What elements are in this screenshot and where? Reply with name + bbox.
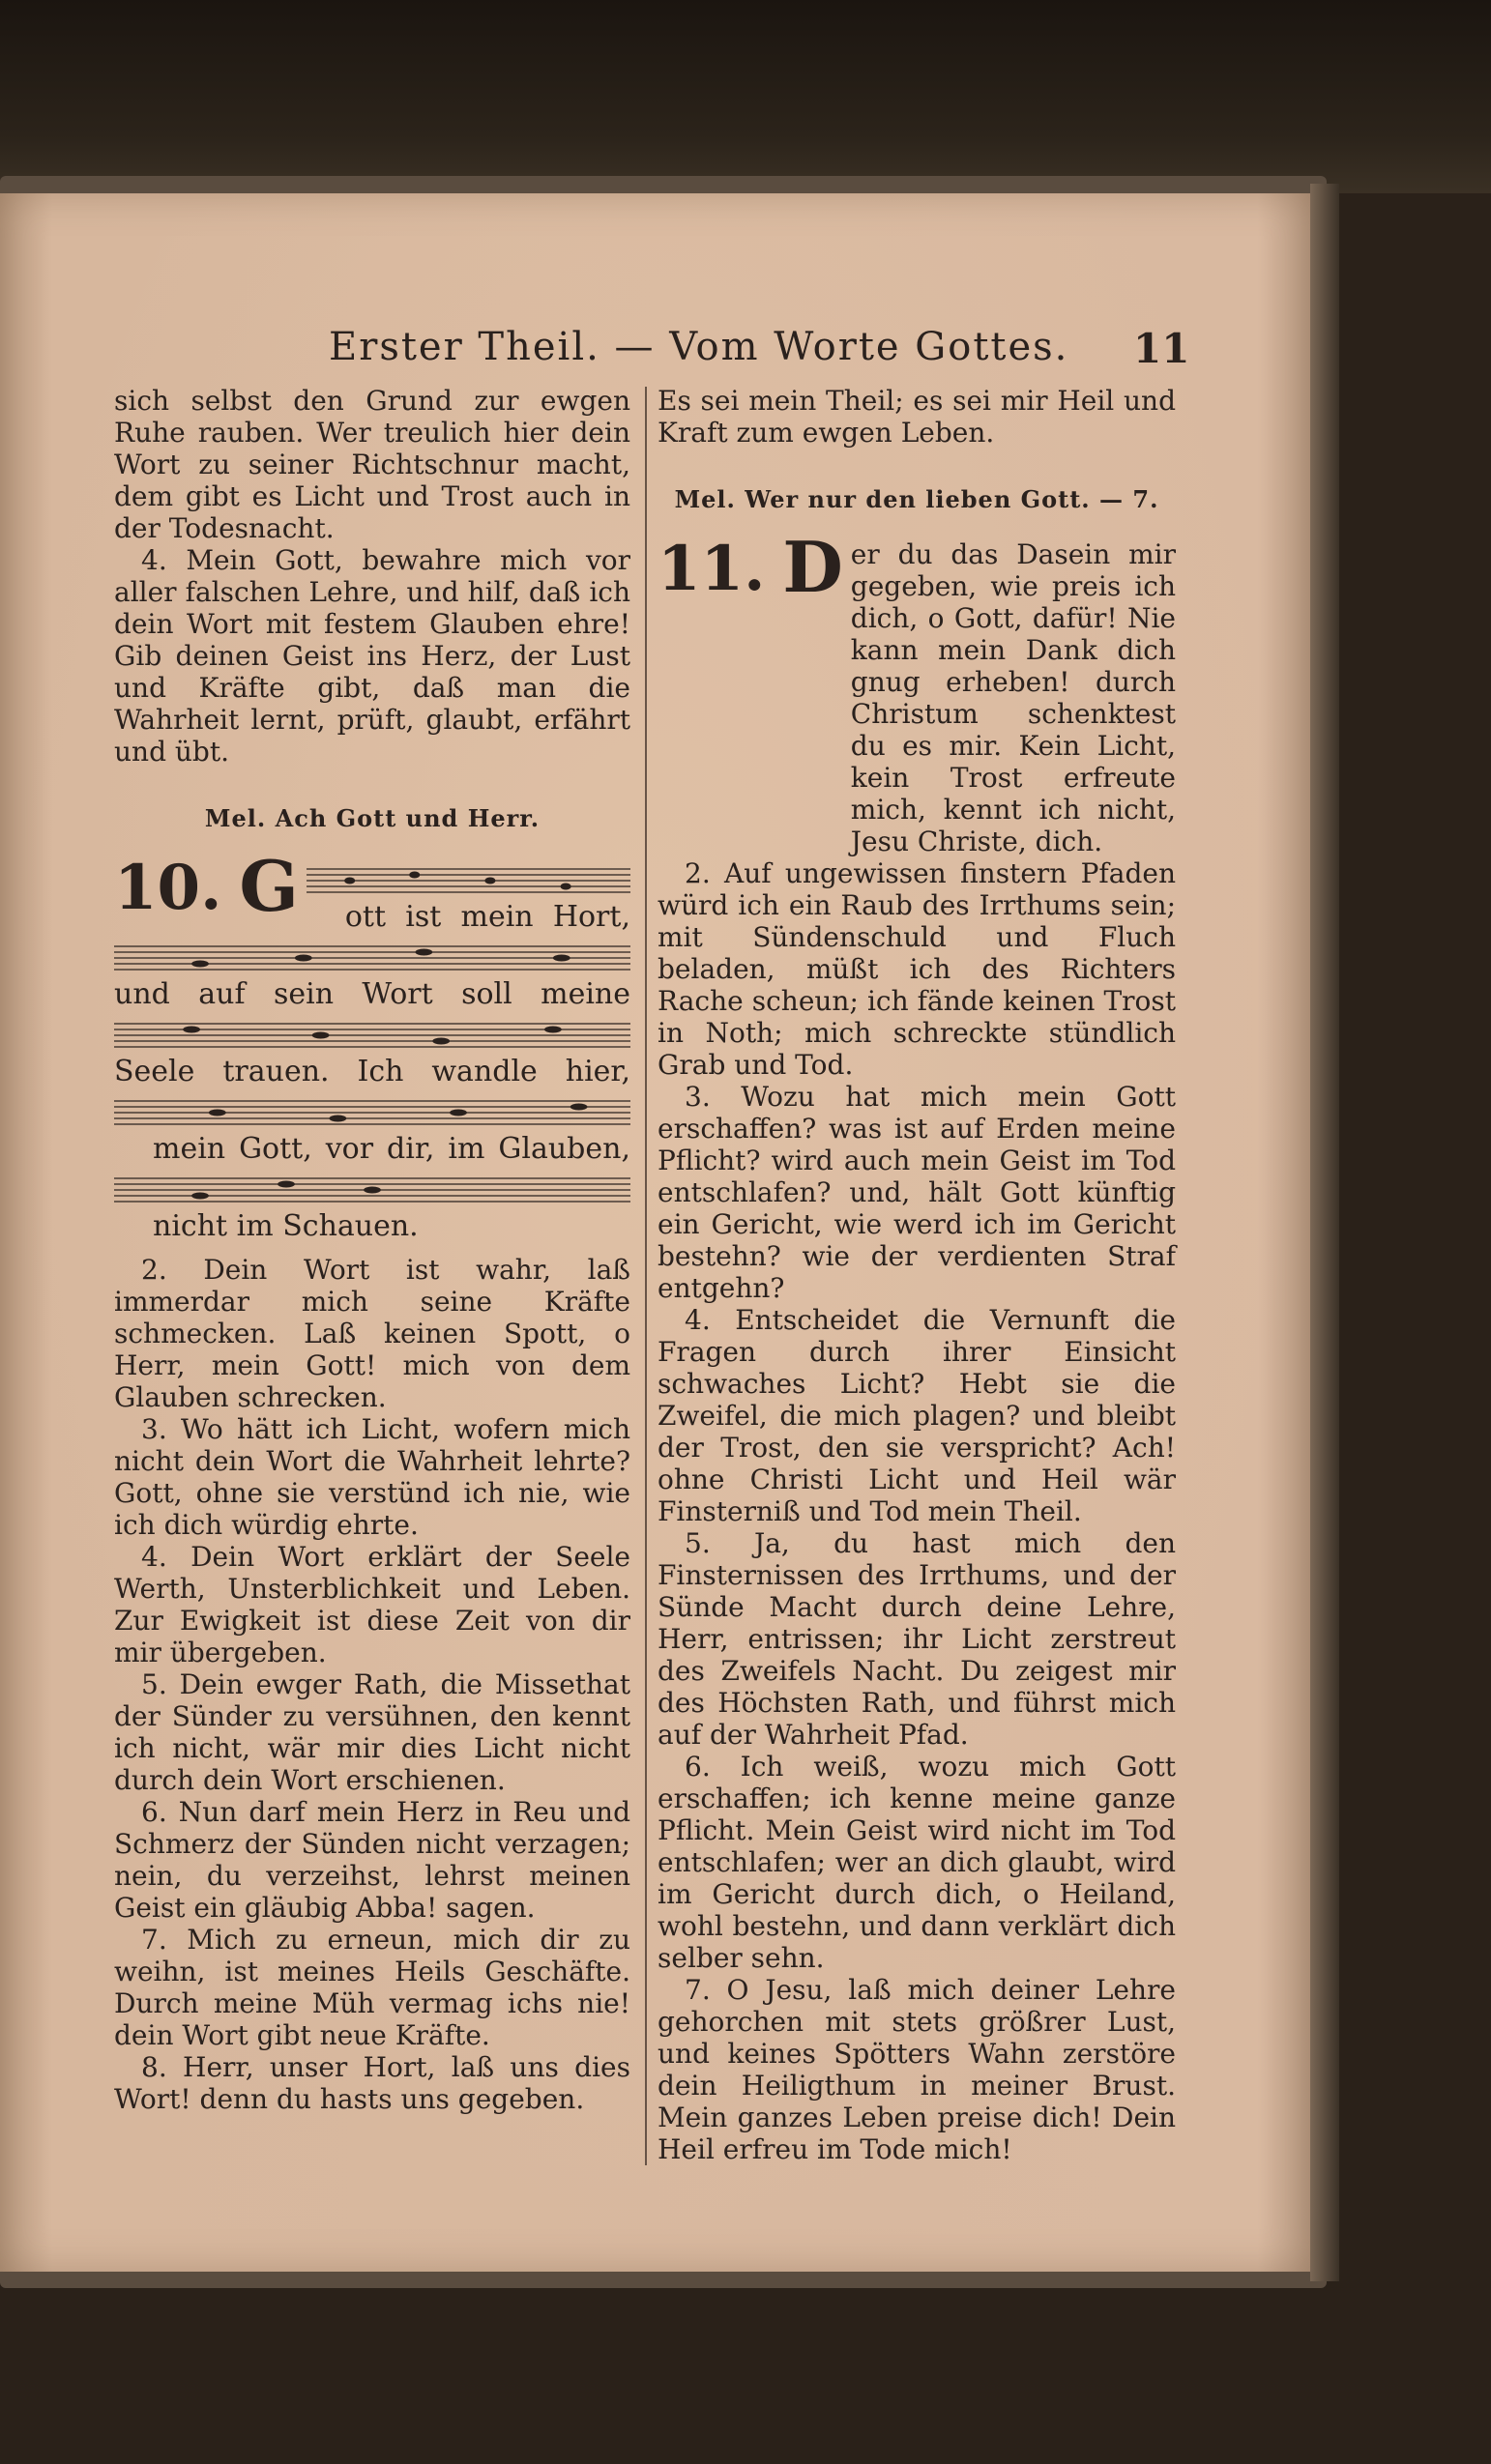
hymn-11-verse-1: er du das Dasein mir gegeben, wie preis ich dich, o Gott, dafür! Nie kann mein Dank dich gnug erheben! durch Christum schenktest du es mir. Kein Licht, kein Trost erfreute mich, kennt ich nicht, Jesu Christe, dich. — [850, 538, 1176, 857]
hymn-10-verse: 8. Herr, unser Hort, laß uns dies Wort! denn du hasts uns gegeben. — [114, 2051, 630, 2115]
hymn-11-heading — [658, 526, 1176, 857]
hymn-10-verse: 4. Dein Wort erklärt der Seele Werth, Unsterblichkeit und Leben. Zur Ewigkeit ist diese Zeit von dir mir übergeben. — [114, 1541, 630, 1668]
melody-heading-11: Mel. Wer nur den lieben Gott. — 7. — [674, 485, 1159, 513]
hymn-10-continuation: Es sei mein Theil; es sei mir Heil und Kraft zum ewgen Leben. — [658, 385, 1176, 449]
left-column — [114, 385, 630, 2115]
hymn-10-lyric-line: nicht im Schauen. — [153, 1209, 419, 1243]
music-staff — [114, 1173, 630, 1207]
book-spine — [1310, 184, 1339, 2281]
melody-heading-10: Mel. Ach Gott und Herr. — [204, 804, 541, 832]
hymn-10-initial: G — [239, 845, 299, 927]
hymn-10-lyric-line: mein Gott, vor dir, im Glauben, — [153, 1132, 630, 1166]
hymn-11-verse: 5. Ja, du hast mich den Finsternissen des Irrthums, und der Sünde Macht durch deine Lehre, Herr, entrissen; ihr Licht zerstreut des Zweifels Nacht. Du zeigest mir des Höchsten Rath, und führst mich auf der Wahrheit Pfad. — [658, 1527, 1176, 1751]
page-number: 11 — [1133, 325, 1190, 372]
hymn-11-verse: 3. Wozu hat mich mein Gott erschaffen? was ist auf Erden meine Pflicht? wird auch mein Geist im Tod entschlafen? und, hält Gott künftig ein Gericht, wie werd ich im Gericht bestehn? wie der verdienten Straf entgehn? — [658, 1081, 1176, 1304]
hymn-11-verse: 4. Entscheidet die Vernunft die Fragen durch ihrer Einsicht schwaches Licht? Hebt sie die Zweifel, die mich plagen? und bleibt der Trost, den sie verspricht? Ach! ohne Christi Licht und Heil wär Finsterniß und Tod mein Theil. — [658, 1304, 1176, 1527]
hymn-10-lyric-line: Seele trauen. Ich wandle hier, — [114, 1055, 630, 1088]
hymn-10-verse: 2. Dein Wort ist wahr, laß immerdar mich seine Kräfte schmecken. Laß keinen Spott, o Herr, mein Gott! mich von dem Glauben schrecken. — [114, 1254, 630, 1413]
column-divider — [645, 387, 647, 2165]
hymn-10-heading — [114, 845, 630, 935]
hymn-10-verse: 6. Nun darf mein Herz in Reu und Schmerz der Sünden nicht verzagen; nein, du verzeihst, lehrst meinen Geist ein gläubig Abba! sagen. — [114, 1796, 630, 1924]
running-header: Erster Theil. — Vom Worte Gottes. — [329, 325, 1069, 369]
right-column — [658, 385, 1176, 2165]
music-staff — [114, 941, 630, 975]
hymn-11-initial: D — [782, 526, 843, 608]
hymn-11-verse: 6. Ich weiß, wozu mich Gott erschaffen; ich kenne meine ganze Pflicht. Mein Geist wird nicht im Tod entschlafen; wer an dich glaubt, wird im Gericht durch dich, o Heiland, wohl bestehn, und dann verklärt dich selber sehn. — [658, 1751, 1176, 1974]
hymn-10-verse: 5. Dein ewger Rath, die Missethat der Sünder zu versühnen, den kennt ich nicht, wär mir dies Licht nicht durch dein Wort erschienen. — [114, 1668, 630, 1796]
hymn-9-continuation: sich selbst den Grund zur ewgen Ruhe rauben. Wer treulich hier dein Wort zu seiner Richtschnur macht, dem gibt es Licht und Trost auch in der Todesnacht. — [114, 385, 630, 544]
hymn-10-lyric-line: ott ist mein Hort, — [344, 900, 630, 934]
music-staff — [114, 1095, 630, 1130]
hymn-10-number: 10. — [114, 852, 222, 924]
hymn-11-verse: 2. Auf ungewissen finstern Pfaden würd ich ein Raub des Irrthums sein; mit Sündenschuld und Fluch beladen, müßt ich des Richters Rache scheun; ich fände keinen Trost in Noth; mich schreckte stündlich Grab und Tod. — [658, 857, 1176, 1081]
background-top — [0, 0, 1491, 193]
hymn-11-number: 11. — [658, 533, 766, 605]
background-bottom — [0, 2288, 1491, 2464]
music-staff — [307, 863, 630, 898]
hymn-9-verse-4: 4. Mein Gott, bewahre mich vor aller falschen Lehre, und hilf, daß ich dein Wort mit festem Glauben ehre! Gib deinen Geist ins Herz, der Lust und Kräfte gibt, daß man die Wahrheit lernt, prüft, glaubt, erfährt und übt. — [114, 544, 630, 768]
hymn-10-verse: 3. Wo hätt ich Licht, wofern mich nicht dein Wort die Wahrheit lehrte? Gott, ohne sie verstünd ich nie, wie ich dich würdig ehrte. — [114, 1413, 630, 1541]
hymn-10-verse: 7. Mich zu erneun, mich dir zu weihn, ist meines Heils Geschäfte. Durch meine Müh vermag ichs nie! dein Wort gibt neue Kräfte. — [114, 1924, 630, 2051]
music-staff — [114, 1018, 630, 1053]
hymn-10-lyric-line: und auf sein Wort soll meine — [114, 977, 630, 1011]
hymn-11-verse: 7. O Jesu, laß mich deiner Lehre gehorchen mit stets größrer Lust, und keines Spötters Wahn zerstöre dein Heiligthum in meiner Brust. Mein ganzes Leben preise dich! Dein Heil erfreu im Tode mich! — [658, 1974, 1176, 2165]
